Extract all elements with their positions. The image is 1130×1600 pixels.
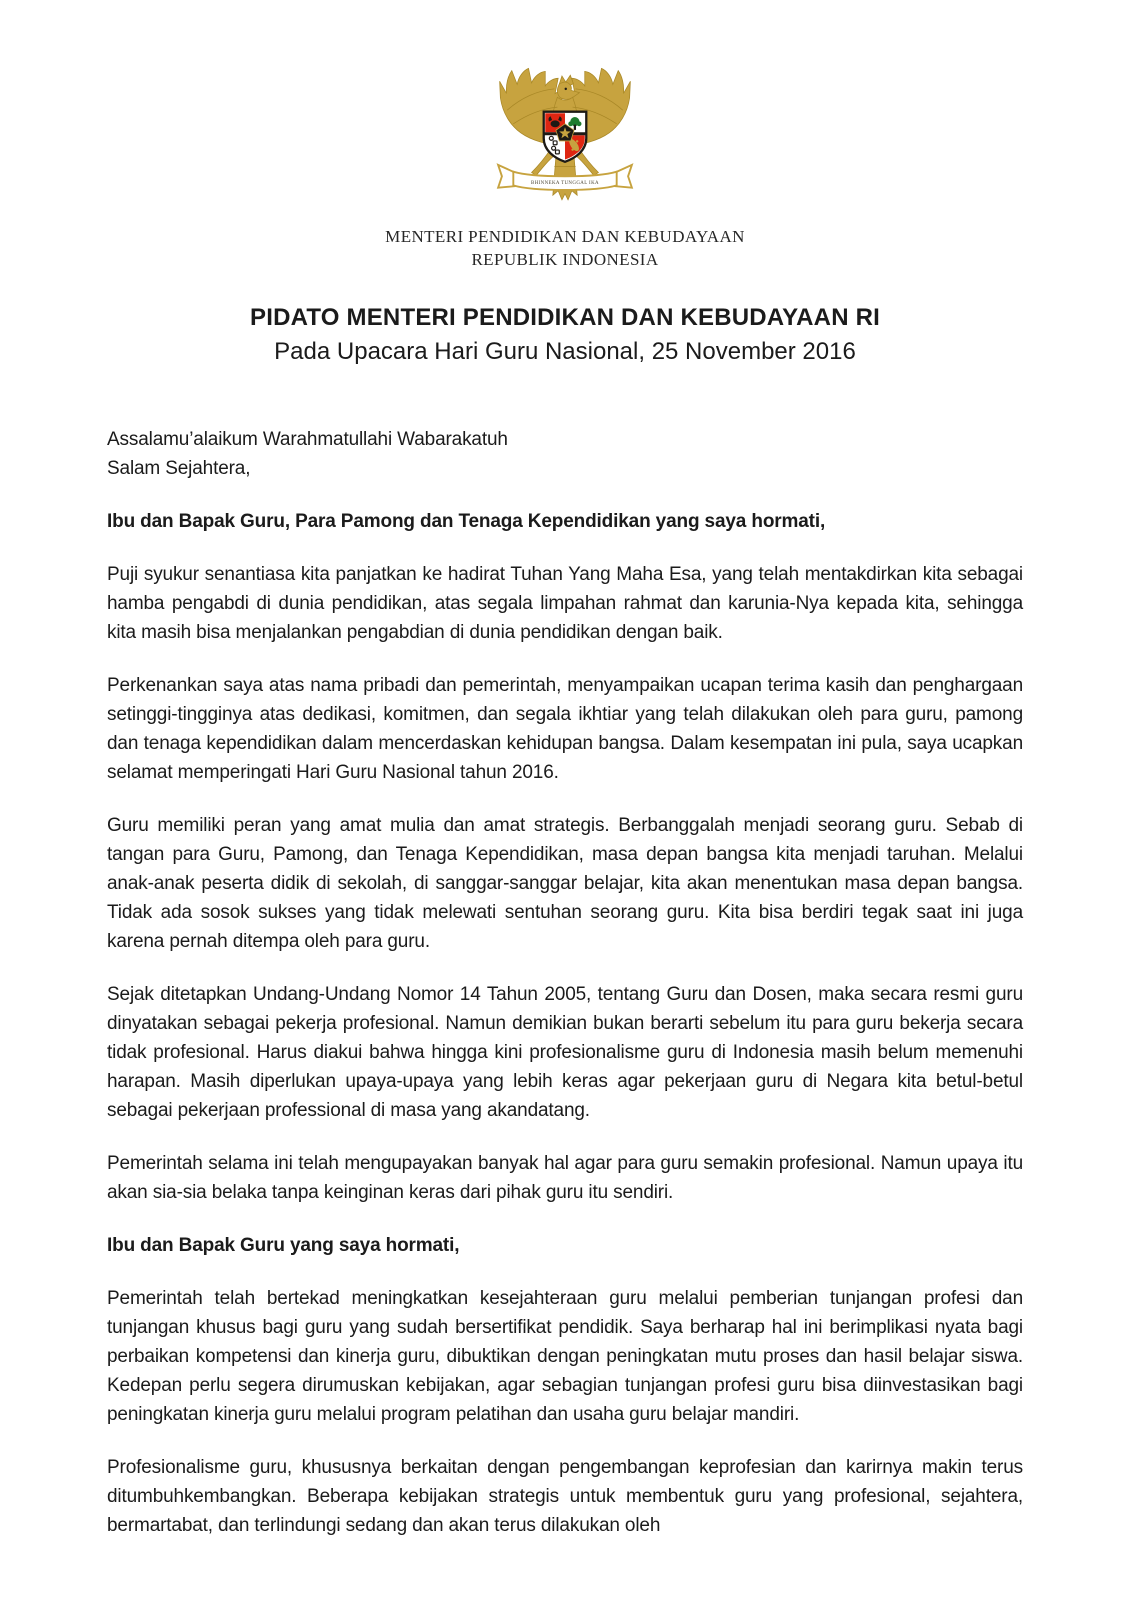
garuda-eye bbox=[565, 88, 567, 90]
paragraph-1: Puji syukur senantiasa kita panjatkan ke hadirat Tuhan Yang Maha Esa, yang telah mentakdirkan kita sebagai hamba pengabdi di dunia pendidikan, atas segala limpahan rahmat dan karunia-Nya kepada kita, sehingga kita masih bisa menjalankan pengabdian di dunia pendidikan dengan baik. bbox=[107, 564, 1023, 643]
paragraph-7: Profesionalisme guru, khususnya berkaitan dengan pengembangan keprofesian dan karirnya makin terus ditumbuhkembangkan. Beberapa kebijakan strategis untuk membentuk guru yang profesional, sejahtera, bermartabat, dan terlindungi sedang dan akan terus dilakukan oleh bbox=[107, 1457, 1023, 1536]
title-block bbox=[0, 301, 1130, 369]
ministry-name-block bbox=[0, 225, 1130, 271]
paragraph-5: Pemerintah selama ini telah mengupayakan banyak hal agar para guru semakin profesional. Namun upaya itu akan sia-sia belaka tanpa keinginan keras dari pihak guru itu sendiri. bbox=[107, 1153, 1023, 1203]
paragraph-3: Guru memiliki peran yang amat mulia dan amat strategis. Berbanggalah menjadi seorang guru. Sebab di tangan para Guru, Pamong, dan Tenaga Kependidikan, masa depan bangsa kita menjadi taruhan. Melalui anak-anak peserta didik di sekolah, di sanggar-sanggar belajar, kita akan menentukan masa depan bangsa. Tidak ada sosok sukses yang tidak melewati sentuhan seorang guru. Kita bisa berdiri tegak saat ini juga karena pernah ditempa oleh para guru. bbox=[107, 815, 1023, 952]
greeting-line-2: Salam Sejahtera, bbox=[107, 458, 251, 479]
letterhead bbox=[0, 0, 1130, 271]
paragraph-2: Perkenankan saya atas nama pribadi dan pemerintah, menyampaikan ucapan terima kasih dan penghargaan setinggi-tingginya atas dedikasi, komitmen, dan segala ikhtiar yang telah dilakukan oleh para guru, pamong dan tenaga kependidikan dalam mencerdaskan kehidupan bangsa. Dalam kesempatan ini pula, saya ucapkan selamat memperingati Hari Guru Nasional tahun 2016. bbox=[107, 675, 1023, 783]
salutation-1: Ibu dan Bapak Guru, Para Pamong dan Tenaga Kependidikan yang saya hormati, bbox=[107, 511, 826, 532]
motto-text: BHINNEKA TUNGGAL IKA bbox=[531, 180, 599, 186]
garuda-pancasila-emblem-icon bbox=[489, 60, 641, 212]
document-subtitle: Pada Upacara Hari Guru Nasional, 25 November 2016 bbox=[274, 338, 856, 365]
ministry-name: MENTERI PENDIDIKAN DAN KEBUDAYAAN bbox=[385, 227, 745, 246]
pancasila-shield bbox=[544, 112, 587, 162]
ministry-country: REPUBLIK INDONESIA bbox=[471, 250, 659, 269]
paragraph-4: Sejak ditetapkan Undang-Undang Nomor 14 Tahun 2005, tentang Guru dan Dosen, maka secara resmi guru dinyatakan sebagai pekerja profesional. Namun demikian bukan berarti sebelum itu para guru bekerja secara tidak profesional. Harus diakui bahwa hingga kini profesionalisme guru di Indonesia masih belum memenuhi harapan. Masih diperlukan upaya-upaya yang lebih keras agar pekerjaan guru di Negara kita betul-betul sebagai pekerjaan professional di masa yang akandatang. bbox=[107, 984, 1023, 1121]
paragraph-6: Pemerintah telah bertekad meningkatkan kesejahteraan guru melalui pemberian tunjangan profesi dan tunjangan khusus bagi guru yang sudah bersertifikat pendidik. Saya berharap hal ini berimplikasi nyata bagi perbaikan kompetensi dan kinerja guru, dibuktikan dengan peningkatan mutu proses dan hasil belajar siswa. Kedepan perlu segera dirumuskan kebijakan, agar sebagian tunjangan profesi guru bisa diinvestasikan bagi peningkatan kinerja guru melalui program pelatihan dan usaha guru belajar mandiri. bbox=[107, 1288, 1023, 1425]
salutation-2: Ibu dan Bapak Guru yang saya hormati, bbox=[107, 1235, 460, 1256]
greeting-block bbox=[107, 425, 1023, 483]
speech-body bbox=[0, 425, 1130, 1540]
greeting-line-1: Assalamu’alaikum Warahmatullahi Wabarakatuh bbox=[107, 429, 508, 450]
document-title: PIDATO MENTERI PENDIDIKAN DAN KEBUDAYAAN RI bbox=[250, 304, 880, 331]
